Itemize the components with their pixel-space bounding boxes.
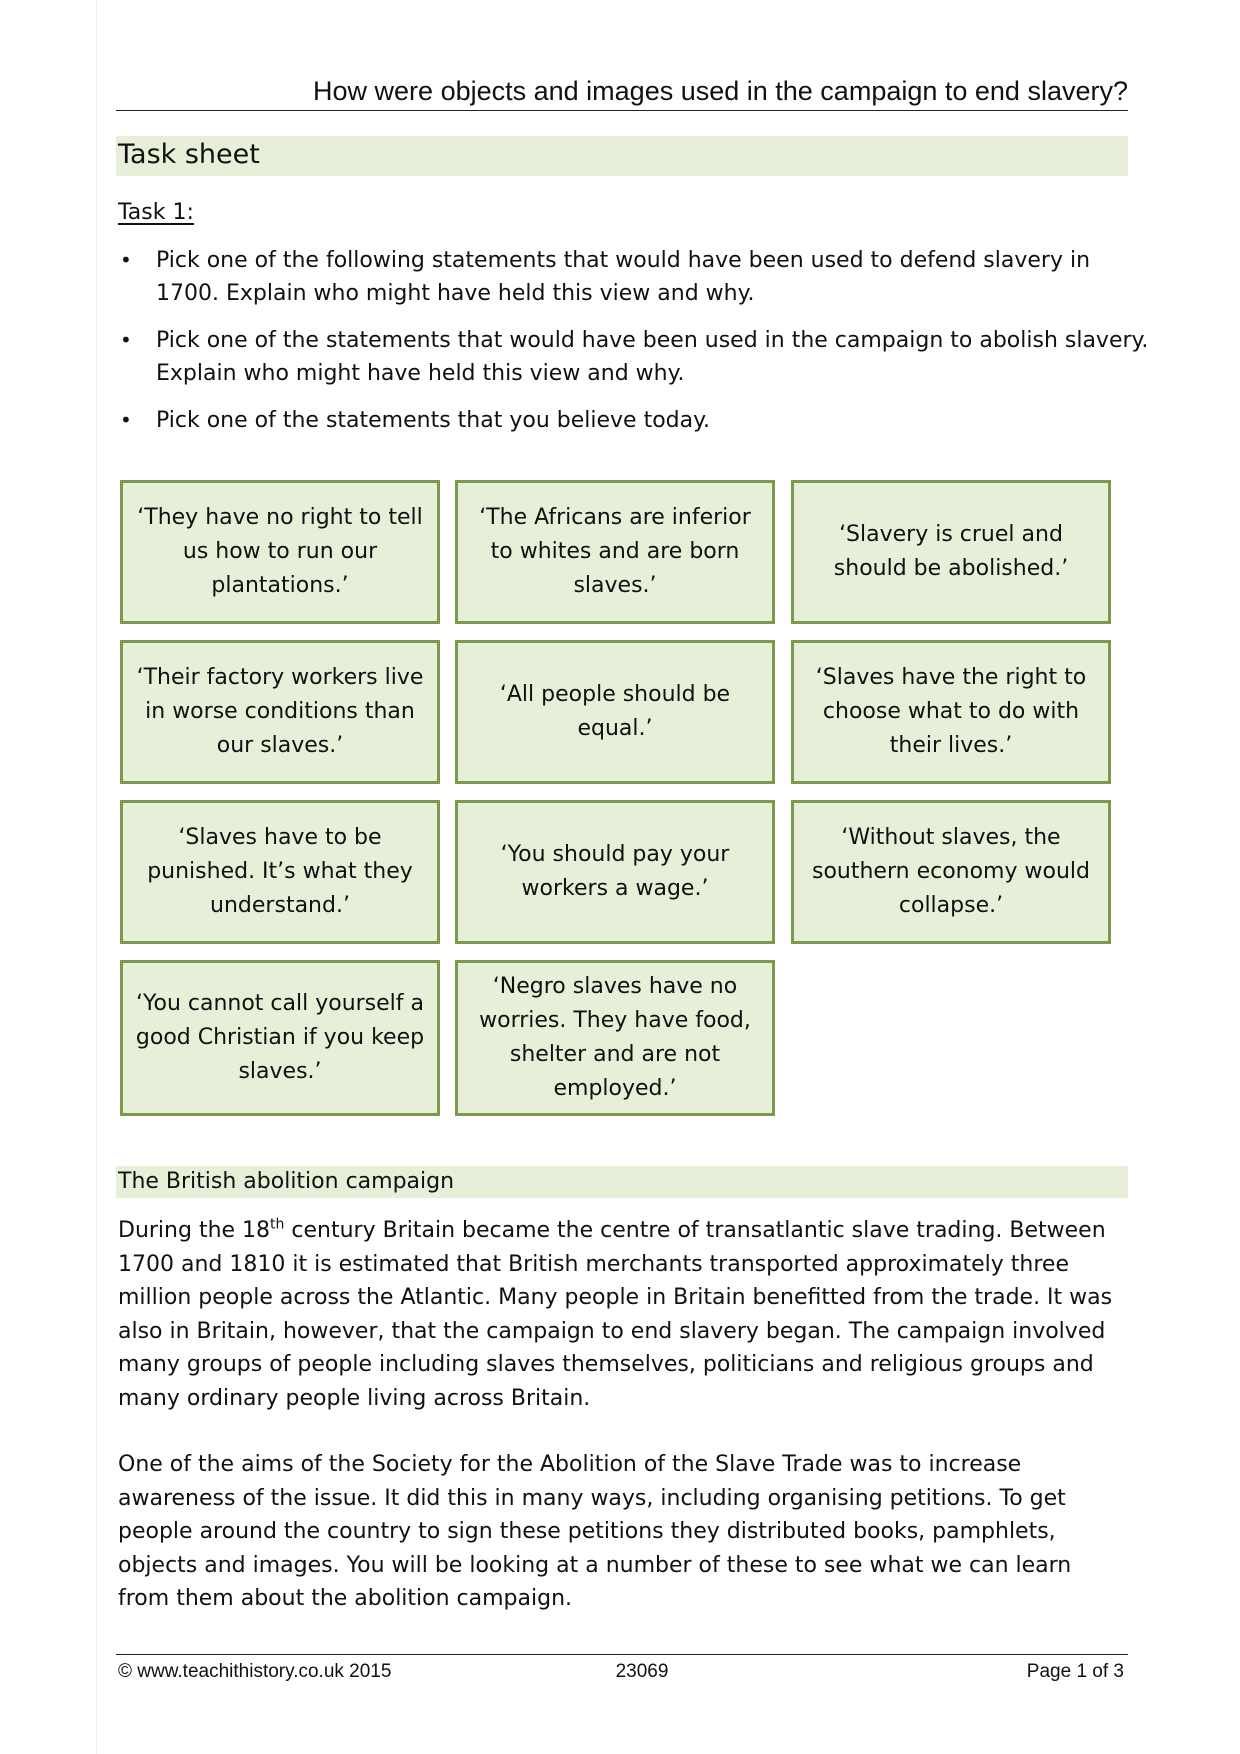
section-heading: The British abolition campaign xyxy=(116,1166,1128,1198)
paragraph-text: During the 18 xyxy=(118,1218,271,1243)
bullet-icon: • xyxy=(120,248,132,272)
bullet-icon: • xyxy=(120,328,132,352)
paragraph-text: century Britain became the centre of transatlantic slave trading. Between 1700 and 1810 it is estimated that British merchants transported approximately three million people across the Atlantic. Many people in Britain benefitted from the trade. It was also in Britain, however, that the campaign to end slavery began. The campaign involved many groups of people including slaves themselves, politicians and religious groups and many ordinary people living across Britain. xyxy=(118,1218,1113,1411)
statement-card: ‘Slaves have to be punished. It’s what they understand.’ xyxy=(120,800,440,944)
task-sheet-heading: Task sheet xyxy=(116,136,1128,176)
statement-card: ‘Slaves have the right to choose what to do with their lives.’ xyxy=(791,640,1111,784)
superscript: th xyxy=(270,1216,285,1233)
statement-card: ‘Slavery is cruel and should be abolished.’ xyxy=(791,480,1111,624)
footer-code: 23069 xyxy=(615,1661,669,1682)
statement-card: ‘The Africans are inferior to whites and are born slaves.’ xyxy=(455,480,775,624)
page-footer xyxy=(116,1654,1128,1689)
bullet-text: Pick one of the following statements that would have been used to defend slavery in 1700. Explain who might have held this view and why. xyxy=(156,248,1091,306)
abolition-paragraph-1 xyxy=(118,1214,1128,1415)
page-title: How were objects and images used in the campaign to end slavery? xyxy=(116,74,1128,111)
footer-page-number: Page 1 of 3 xyxy=(1026,1661,1124,1682)
footer-copyright: © www.teachithistory.co.uk 2015 xyxy=(118,1661,392,1682)
statement-card: ‘Their factory workers live in worse conditions than our slaves.’ xyxy=(120,640,440,784)
task-1-label: Task 1: xyxy=(118,200,194,225)
statement-card: ‘Negro slaves have no worries. They have food, shelter and are not employed.’ xyxy=(455,960,775,1116)
abolition-paragraph-2: One of the aims of the Society for the Abolition of the Slave Trade was to increase awareness of the issue. It did this in many ways, including organising petitions. To get people around the country to sign these petitions they distributed books, pamphlets, objects and images. You will be looking at a number of these to see what we can learn from them about the abolition campaign. xyxy=(118,1452,1072,1611)
statement-card: ‘All people should be equal.’ xyxy=(455,640,775,784)
statement-card: ‘Without slaves, the southern economy would collapse.’ xyxy=(791,800,1111,944)
page-edge-line xyxy=(96,0,97,1754)
bullet-text: Pick one of the statements that you believe today. xyxy=(156,408,710,433)
statement-card: ‘They have no right to tell us how to run our plantations.’ xyxy=(120,480,440,624)
statement-card: ‘You should pay your workers a wage.’ xyxy=(455,800,775,944)
statement-card: ‘You cannot call yourself a good Christian if you keep slaves.’ xyxy=(120,960,440,1116)
bullet-icon: • xyxy=(120,408,132,432)
bullet-text: Pick one of the statements that would have been used in the campaign to abolish slavery. Explain who might have held this view and why. xyxy=(156,328,1149,386)
